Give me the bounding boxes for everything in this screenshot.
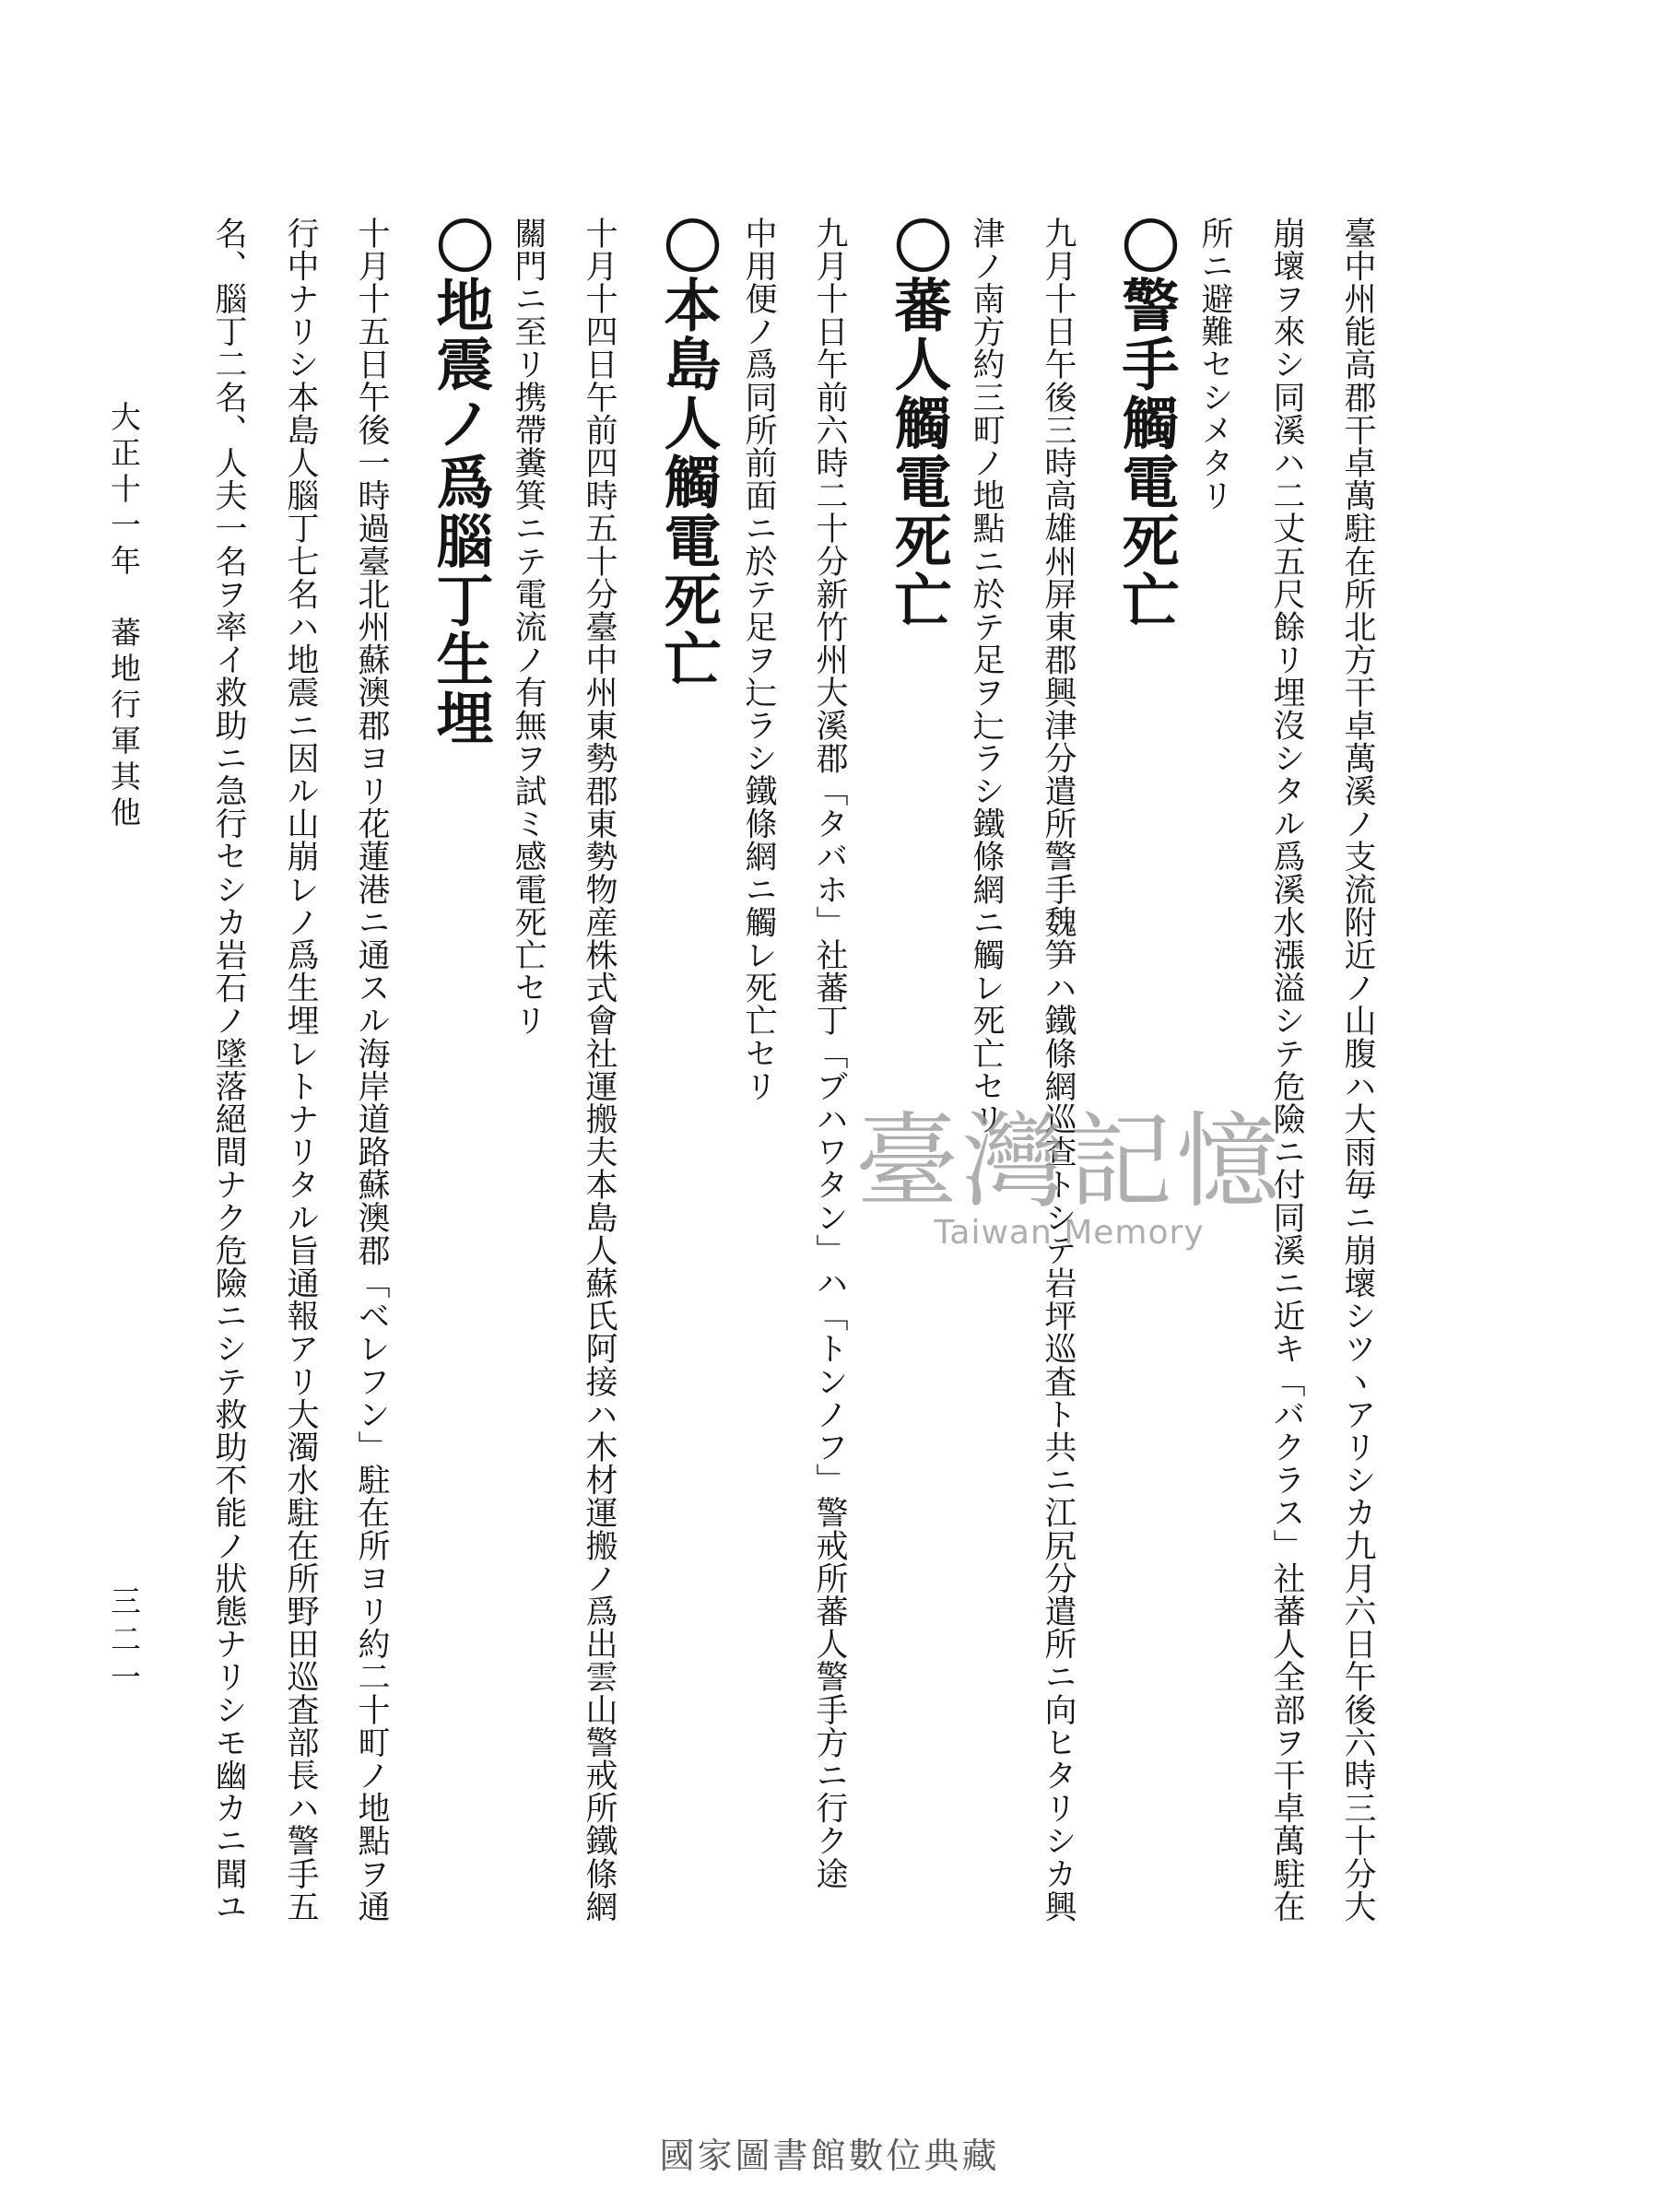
footer-credit: 國家圖書館數位典藏 bbox=[659, 2136, 1000, 2176]
text-column: 津ノ南方約三町ノ地點ニ於テ足ヲ辷ラシ鐵條網ニ觸レ死亡セリ bbox=[968, 217, 1005, 1135]
section-heading: 〇地震ノ爲腦丁生埋 bbox=[427, 217, 494, 747]
text-column: 名、腦丁二名、人夫一名ヲ率イ救助ニ急行セシカ岩石ノ墜落絕間ナク危險ニシテ救助不能ノ狀態ナリシモ幽カニ聞ユ bbox=[210, 217, 247, 1924]
text-column: 崩壞ヲ來シ同溪ハ二丈五尺餘リ埋沒シタル爲溪水漲溢シテ危險ニ付同溪ニ近キ「バクラス」社蕃人全部ヲ干卓萬駐在 bbox=[1268, 217, 1305, 1924]
section-heading: 〇蕃人觸電死亡 bbox=[885, 217, 952, 629]
text-column: 關門ニ至リ携帶糞箕ニテ電流ノ有無ヲ試ミ感電死亡セリ bbox=[510, 217, 547, 1037]
text-column: 所ニ避難セシメタリ bbox=[1196, 217, 1233, 512]
text-column: 臺中州能高郡干卓萬駐在所北方干卓萬溪ノ支流附近ノ山腹ハ大雨毎ニ崩壞シツヽアリシカ九月六日午後六時三十分大 bbox=[1339, 217, 1376, 1924]
text-column: 九月十日午前六時二十分新竹州大溪郡「タバホ」社蕃丁「ブハワタン」ハ「トンノフ」警戒所蕃人警手方ニ行ク途 bbox=[811, 217, 848, 1890]
text-column: 十月十五日午後一時過臺北州蘇澳郡ヨリ花蓮港ニ通スル海岸道路蘇澳郡「ベレフン」駐在所ヨリ約二十町ノ地點ヲ通 bbox=[353, 217, 390, 1924]
watermark-logo bbox=[830, 1102, 1309, 1253]
page-number: 三二一 bbox=[106, 1585, 142, 1699]
watermark-subtitle: Taiwan Memory bbox=[934, 1214, 1205, 1253]
text-column: 九月十日午後三時高雄州屏東郡興津分遣所警手魏笋ハ鐵條網巡查トシテ岩坪巡査ト共ニ江尻分遣所ニ向ヒタリシカ興 bbox=[1040, 217, 1077, 1924]
section-heading: 〇本島人觸電死亡 bbox=[654, 217, 722, 688]
running-head: 大正十一年 蕃地行軍其他 bbox=[106, 401, 142, 832]
text-column: 行中ナリシ本島人腦丁七名ハ地震ニ因ル山崩レノ爲生埋レトナリタル旨通報アリ大濁水駐在所野田巡査部長ハ警手五 bbox=[282, 217, 319, 1924]
text-column: 中用便ノ爲同所前面ニ於テ足ヲ辷ラシ鐵條網ニ觸レ死亡セリ bbox=[740, 217, 777, 1103]
section-heading: 〇警手觸電死亡 bbox=[1112, 217, 1180, 629]
text-column: 十月十四日午前四時五十分臺中州東勢郡東勢物産株式會社運搬夫本島人蘇氏阿接ハ木材運搬ノ爲出雲山警戒所鐵條網 bbox=[581, 217, 618, 1924]
watermark-title: 臺灣記憶 bbox=[855, 1102, 1283, 1222]
